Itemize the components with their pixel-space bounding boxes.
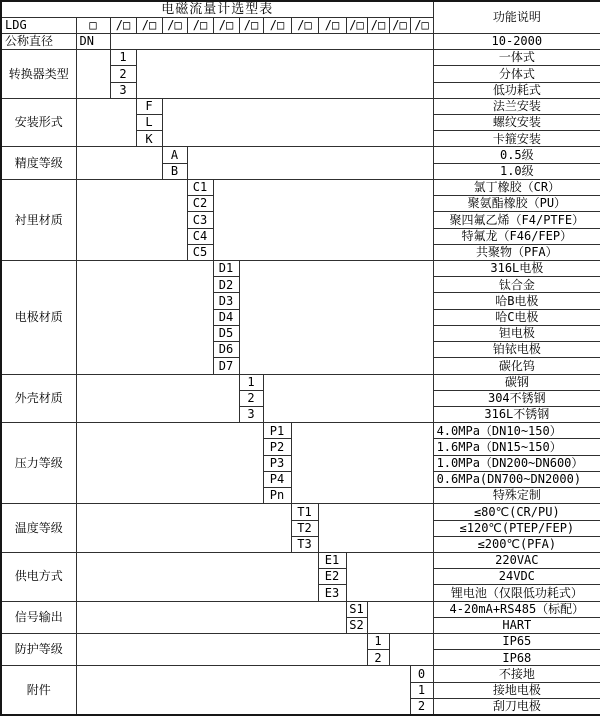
model-slot-cell: /□ bbox=[263, 17, 291, 33]
section-label: 附件 bbox=[1, 666, 76, 715]
spacer-cell bbox=[110, 33, 433, 49]
model-slot-cell: /□ bbox=[291, 17, 318, 33]
model-slot-cell: /□ bbox=[367, 17, 389, 33]
option-code-cell: 1 bbox=[110, 50, 136, 66]
section-label: 防护等级 bbox=[1, 634, 76, 666]
option-code-cell: 3 bbox=[239, 406, 263, 422]
option-desc-cell: 4.0MPa（DN10~150） bbox=[433, 423, 600, 439]
option-desc-cell: 0.5级 bbox=[433, 147, 600, 163]
option-code-cell: P2 bbox=[263, 439, 291, 455]
option-desc-cell: 不接地 bbox=[433, 666, 600, 682]
option-desc-cell: IP68 bbox=[433, 650, 600, 666]
spacer-cell bbox=[162, 98, 433, 147]
option-code-cell: 1 bbox=[239, 374, 263, 390]
option-desc-cell: 聚四氟乙烯（F4/PTFE） bbox=[433, 212, 600, 228]
option-desc-cell: 螺纹安装 bbox=[433, 115, 600, 131]
option-code-cell: S2 bbox=[346, 617, 367, 633]
option-code-cell: 1 bbox=[410, 682, 433, 698]
option-desc-cell: 4-20mA+RS485（标配） bbox=[433, 601, 600, 617]
option-desc-cell: 一体式 bbox=[433, 50, 600, 66]
spacer-cell bbox=[76, 98, 136, 147]
option-code-cell: D1 bbox=[213, 261, 239, 277]
spacer-cell bbox=[263, 374, 433, 423]
section-label: 压力等级 bbox=[1, 423, 76, 504]
spacer-cell bbox=[318, 504, 433, 553]
spacer-cell bbox=[213, 179, 433, 260]
option-desc-cell: HART bbox=[433, 617, 600, 633]
option-code-cell: P3 bbox=[263, 455, 291, 471]
option-desc-cell: 哈B电极 bbox=[433, 293, 600, 309]
spacer-cell bbox=[136, 50, 433, 99]
option-code-cell: C2 bbox=[187, 196, 213, 212]
model-prefix: LDG bbox=[1, 17, 76, 33]
option-code-cell: A bbox=[162, 147, 187, 163]
option-desc-cell: 0.6MPa(DN700~DN2000) bbox=[433, 471, 600, 487]
option-code-cell: T3 bbox=[291, 536, 318, 552]
option-desc-cell: 锂电池（仅限低功耗式） bbox=[433, 585, 600, 601]
model-slot-cell: /□ bbox=[110, 17, 136, 33]
spacer-cell bbox=[76, 552, 318, 601]
section-label: 温度等级 bbox=[1, 504, 76, 553]
table-title: 电磁流量计选型表 bbox=[1, 1, 433, 17]
spacer-cell bbox=[76, 147, 162, 179]
diameter-desc: 10-2000 bbox=[433, 33, 600, 49]
option-desc-cell: 哈C电极 bbox=[433, 309, 600, 325]
option-code-cell: E3 bbox=[318, 585, 346, 601]
option-desc-cell: 分体式 bbox=[433, 66, 600, 82]
spacer-cell bbox=[239, 261, 433, 375]
option-desc-cell: 1.0级 bbox=[433, 163, 600, 179]
option-code-cell: D6 bbox=[213, 342, 239, 358]
option-desc-cell: 共聚物（PFA） bbox=[433, 244, 600, 260]
option-desc-cell: 刮刀电极 bbox=[433, 698, 600, 715]
section-label: 外壳材质 bbox=[1, 374, 76, 423]
option-code-cell: C1 bbox=[187, 179, 213, 195]
diameter-label: 公称直径 bbox=[1, 33, 76, 49]
model-slot-cell: /□ bbox=[213, 17, 239, 33]
model-slot-cell: /□ bbox=[162, 17, 187, 33]
option-code-cell: 0 bbox=[410, 666, 433, 682]
option-code-cell: E2 bbox=[318, 569, 346, 585]
option-code-cell: D3 bbox=[213, 293, 239, 309]
option-code-cell: 3 bbox=[110, 82, 136, 98]
model-slot-cell: /□ bbox=[239, 17, 263, 33]
model-slot-cell: /□ bbox=[136, 17, 162, 33]
spacer-cell bbox=[291, 423, 433, 504]
option-code-cell: C5 bbox=[187, 244, 213, 260]
option-desc-cell: 1.0MPa（DN200~DN600） bbox=[433, 455, 600, 471]
option-code-cell: 2 bbox=[110, 66, 136, 82]
option-code-cell: E1 bbox=[318, 552, 346, 568]
option-code-cell: F bbox=[136, 98, 162, 114]
spacer-cell bbox=[389, 634, 433, 666]
section-label: 衬里材质 bbox=[1, 179, 76, 260]
option-code-cell: K bbox=[136, 131, 162, 147]
option-code-cell: T2 bbox=[291, 520, 318, 536]
model-slot-cell: /□ bbox=[346, 17, 367, 33]
option-desc-cell: 316L不锈钢 bbox=[433, 406, 600, 422]
spacer-cell bbox=[346, 552, 433, 601]
option-desc-cell: 1.6MPa（DN15~150） bbox=[433, 439, 600, 455]
option-code-cell: D4 bbox=[213, 309, 239, 325]
option-code-cell: C3 bbox=[187, 212, 213, 228]
option-code-cell: D2 bbox=[213, 277, 239, 293]
spacer-cell bbox=[76, 374, 239, 423]
option-code-cell: 2 bbox=[367, 650, 389, 666]
option-desc-cell: 碳化钨 bbox=[433, 358, 600, 374]
option-code-cell: D7 bbox=[213, 358, 239, 374]
spacer-cell bbox=[187, 147, 433, 179]
section-label: 安装形式 bbox=[1, 98, 76, 147]
option-desc-cell: 聚氨酯橡胶（PU） bbox=[433, 196, 600, 212]
spacer-cell bbox=[76, 504, 291, 553]
option-code-cell: 1 bbox=[367, 634, 389, 650]
option-desc-cell: 24VDC bbox=[433, 569, 600, 585]
option-desc-cell: 特氟龙（F46/FEP） bbox=[433, 228, 600, 244]
model-box-cell: □ bbox=[76, 17, 110, 33]
spacer-cell bbox=[76, 601, 346, 633]
section-label: 供电方式 bbox=[1, 552, 76, 601]
model-slot-cell: /□ bbox=[410, 17, 433, 33]
option-desc-cell: ≤80℃(CR/PU) bbox=[433, 504, 600, 520]
model-slot-cell: /□ bbox=[389, 17, 410, 33]
option-desc-cell: 220VAC bbox=[433, 552, 600, 568]
diameter-code: DN bbox=[76, 33, 110, 49]
option-desc-cell: 特殊定制 bbox=[433, 488, 600, 504]
option-code-cell: B bbox=[162, 163, 187, 179]
section-label: 电极材质 bbox=[1, 261, 76, 375]
option-desc-cell: 钛合金 bbox=[433, 277, 600, 293]
option-code-cell: S1 bbox=[346, 601, 367, 617]
spacer-cell bbox=[367, 601, 433, 633]
option-desc-cell: 氯丁橡胶（CR） bbox=[433, 179, 600, 195]
option-desc-cell: ≤200℃(PFA) bbox=[433, 536, 600, 552]
model-slot-cell: /□ bbox=[318, 17, 346, 33]
option-desc-cell: 低功耗式 bbox=[433, 82, 600, 98]
option-desc-cell: 304不锈钢 bbox=[433, 390, 600, 406]
option-desc-cell: ≤120℃(PTEP/FEP) bbox=[433, 520, 600, 536]
section-label: 转换器类型 bbox=[1, 50, 76, 99]
option-desc-cell: 碳钢 bbox=[433, 374, 600, 390]
option-code-cell: D5 bbox=[213, 325, 239, 341]
option-code-cell: 2 bbox=[410, 698, 433, 715]
option-code-cell: T1 bbox=[291, 504, 318, 520]
option-code-cell: P1 bbox=[263, 423, 291, 439]
spacer-cell bbox=[76, 634, 367, 666]
option-code-cell: L bbox=[136, 115, 162, 131]
option-code-cell: P4 bbox=[263, 471, 291, 487]
option-code-cell: Pn bbox=[263, 488, 291, 504]
spacer-cell bbox=[76, 666, 410, 715]
spacer-cell bbox=[76, 179, 187, 260]
spacer-cell bbox=[76, 423, 263, 504]
option-desc-cell: IP65 bbox=[433, 634, 600, 650]
section-label: 信号输出 bbox=[1, 601, 76, 633]
option-desc-cell: 铂铱电极 bbox=[433, 342, 600, 358]
option-desc-cell: 法兰安装 bbox=[433, 98, 600, 114]
model-slot-cell: /□ bbox=[187, 17, 213, 33]
option-code-cell: 2 bbox=[239, 390, 263, 406]
spacer-cell bbox=[76, 261, 213, 375]
section-label: 精度等级 bbox=[1, 147, 76, 179]
option-desc-cell: 316L电极 bbox=[433, 261, 600, 277]
option-desc-cell: 钽电极 bbox=[433, 325, 600, 341]
option-code-cell: C4 bbox=[187, 228, 213, 244]
option-desc-cell: 卡箍安装 bbox=[433, 131, 600, 147]
function-header: 功能说明 bbox=[433, 1, 600, 33]
option-desc-cell: 接地电极 bbox=[433, 682, 600, 698]
spacer-cell bbox=[76, 50, 110, 99]
